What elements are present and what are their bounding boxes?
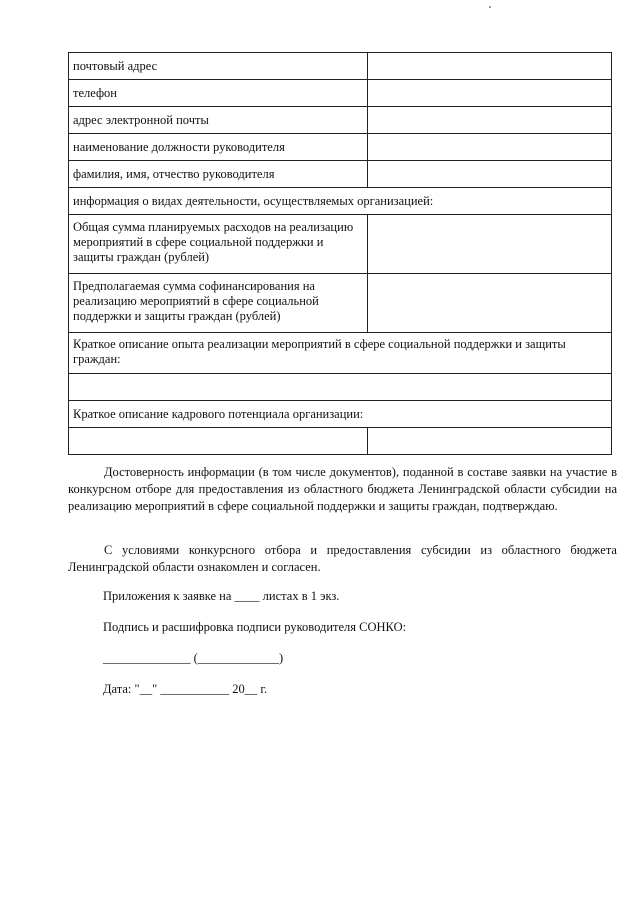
row-phone xyxy=(69,80,612,107)
phone-value[interactable] xyxy=(368,80,612,107)
row-email xyxy=(69,107,612,134)
row-staff xyxy=(69,401,612,428)
activities-label: информация о видах деятельности, осуществляемых организацией: xyxy=(69,188,612,215)
phone-label: телефон xyxy=(69,80,368,107)
head-position-value[interactable] xyxy=(368,134,612,161)
date-line: Дата: "__" ___________ 20__ г. xyxy=(103,682,268,696)
signature-label: Подпись и расшифровка подписи руководителя СОНКО: xyxy=(103,620,407,634)
email-value[interactable] xyxy=(368,107,612,134)
signature-line: ______________ (_____________) xyxy=(103,651,284,665)
experience-label: Краткое описание опыта реализации мероприятий в сфере социальной поддержки и защиты граждан: xyxy=(69,333,612,374)
scan-speck xyxy=(489,6,491,8)
row-total-expenses xyxy=(69,215,612,274)
postal-address-value[interactable] xyxy=(368,53,612,80)
total-expenses-value[interactable] xyxy=(368,215,612,274)
cofinancing-value[interactable] xyxy=(368,274,612,333)
attachments-line: Приложения к заявке на ____ листах в 1 экз. xyxy=(103,589,340,603)
row-head-position xyxy=(69,134,612,161)
application-form-table xyxy=(68,52,612,455)
email-label: адрес электронной почты xyxy=(69,107,368,134)
staff-value-left[interactable] xyxy=(69,428,368,455)
row-staff-input xyxy=(69,428,612,455)
staff-label: Краткое описание кадрового потенциала организации: xyxy=(69,401,612,428)
row-experience-input xyxy=(69,374,612,401)
row-postal-address xyxy=(69,53,612,80)
confirmation-paragraph: Достоверность информации (в том числе документов), поданной в составе заявки на участие в конкурсном отборе для предоставления из областного бюджета Ленинградской области субсидии на реализацию мероприятий в сфере социальной поддержки и защиты граждан, подтверждаю. xyxy=(68,465,617,513)
head-name-value[interactable] xyxy=(368,161,612,188)
head-position-label: наименование должности руководителя xyxy=(69,134,368,161)
total-expenses-label: Общая сумма планируемых расходов на реализацию мероприятий в сфере социальной поддержки и защиты граждан (рублей) xyxy=(69,215,368,274)
row-activities xyxy=(69,188,612,215)
staff-value-right[interactable] xyxy=(368,428,612,455)
row-experience xyxy=(69,333,612,374)
row-head-name xyxy=(69,161,612,188)
row-cofinancing xyxy=(69,274,612,333)
head-name-label: фамилия, имя, отчество руководителя xyxy=(69,161,368,188)
agreement-paragraph: С условиями конкурсного отбора и предоставления субсидии из областного бюджета Ленинградской области ознакомлен и согласен. xyxy=(68,543,617,574)
experience-value[interactable] xyxy=(69,374,612,401)
cofinancing-label: Предполагаемая сумма софинансирования на реализацию мероприятий в сфере социальной поддержки и защиты граждан (рублей) xyxy=(69,274,368,333)
postal-address-label: почтовый адрес xyxy=(69,53,368,80)
